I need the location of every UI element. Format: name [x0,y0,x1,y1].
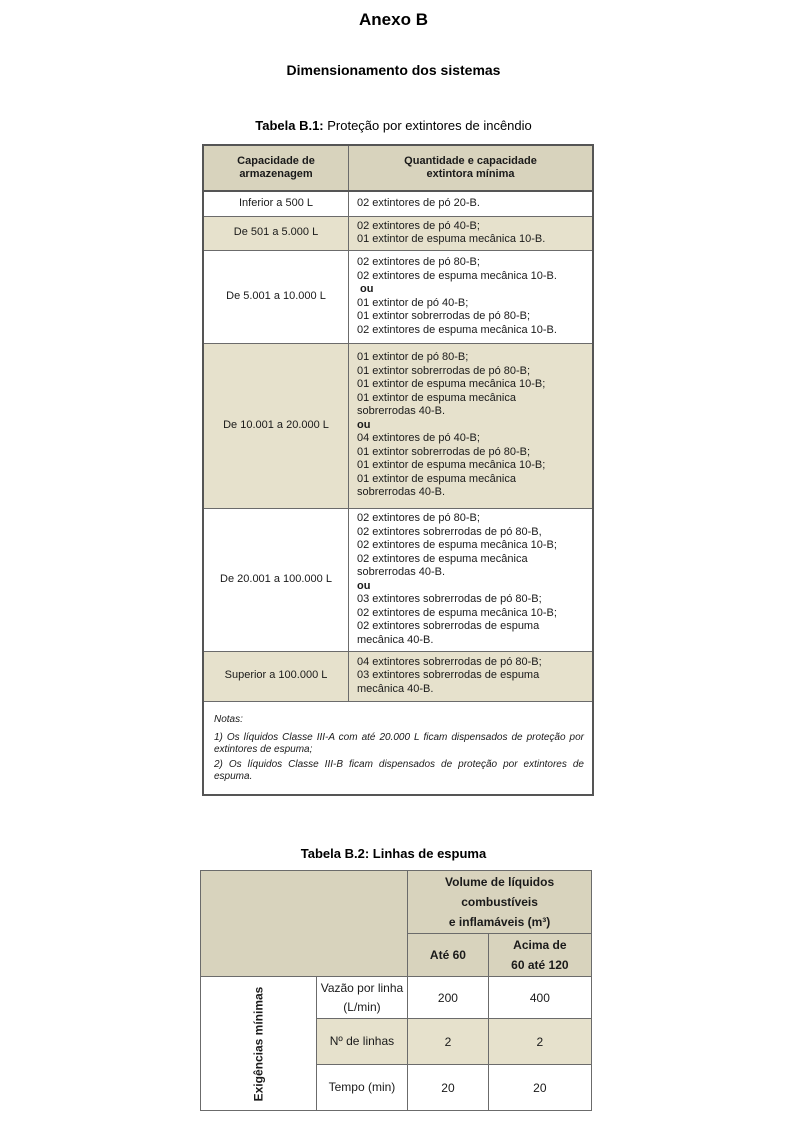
row-label: Tempo (min) [316,1065,407,1111]
requirement-line: 02 extintores de pó 80-B; [357,256,480,268]
requirement-line: 01 extintor de pó 80-B; [357,351,469,364]
row-label: Nº de linhas [316,1019,407,1065]
table-b2-header-row-1 [201,871,592,934]
alternative-label: ou [360,283,374,295]
requirement-line: 01 extintor de espuma mecânica [357,472,516,485]
table-row [203,250,593,343]
requirement-line: 01 extintor sobrerrodas de pó 80-B; [357,310,531,322]
notes-cell [203,701,593,795]
requirement-line: 01 extintor de espuma mecânica [357,391,516,404]
capacity-cell: De 10.001 a 20.000 L [203,343,349,508]
alternative-label: ou [357,418,371,431]
value-cell: 400 [488,977,591,1019]
header-line: e inflamáveis (m³) [448,915,551,929]
label-line: Vazão por linha [320,980,404,995]
foam-lines-table [200,870,592,1111]
section-title: Dimensionamento dos sistemas [286,62,501,78]
requirement-line: 04 extintores sobrerrodas de pó 80-B; [357,655,542,668]
requirement-line: 01 extintor de pó 40-B; [357,296,469,309]
requirement-line: 03 extintores sobrerrodas de espuma [357,669,540,682]
requirement-line: 02 extintores de pó 20-B. [357,197,480,209]
requirement-line: mecânica 40-B. [357,633,434,646]
requirement-line: 01 extintor de espuma mecânica 10-B. [357,233,546,245]
quantity-cell [349,651,594,701]
quantity-cell [349,216,594,250]
capacity-cell: De 5.001 a 10.000 L [203,250,349,343]
capacity-header [203,145,349,191]
side-label-cell [201,977,317,1111]
header-line: extintora mínima [426,168,515,180]
requirement-line: 01 extintor sobrerrodas de pó 80-B; [357,364,531,377]
requirement-line: mecânica 40-B. [357,682,434,695]
note-1: 1) Os líquidos Classe III-A com até 20.000 L ficam dispensados de proteção por extintores de espuma; [214,731,584,755]
requirement-line: sobrerrodas 40-B. [357,486,446,499]
row-label [316,977,407,1019]
table-b1-caption [0,118,787,133]
notes-title: Notas: [214,713,243,725]
table-row [203,508,593,651]
requirement-line: 02 extintores de espuma mecânica 10-B. [357,323,557,336]
quantity-cell [349,508,594,651]
header-line: armazenagem [239,168,313,180]
side-label: Exigências mínimas [251,986,266,1101]
header-line: Acima de [513,938,567,952]
note-2: 2) Os líquidos Classe III-B ficam dispensados de proteção por extintores de espuma. [214,758,584,782]
requirement-line: 01 extintor sobrerrodas de pó 80-B; [357,445,531,458]
table-b1-caption-text: Proteção por extintores de incêndio [323,118,532,133]
requirement-line: 01 extintor de espuma mecânica 10-B; [357,459,546,472]
notes-row [203,701,593,795]
col-ate-60-header: Até 60 [408,934,489,977]
label-line: (L/min) [343,999,381,1014]
table-row [201,977,592,1019]
capacity-cell: Inferior a 500 L [203,191,349,216]
quantity-cell [349,191,594,216]
header-line: Capacidade de [237,154,315,167]
col-acima-60-header [488,934,591,977]
requirement-line: 02 extintores de pó 80-B; [357,512,480,524]
capacity-cell: Superior a 100.000 L [203,651,349,701]
requirement-line: sobrerrodas 40-B. [357,405,446,418]
requirement-line: 02 extintores de espuma mecânica [357,552,528,565]
value-cell: 2 [488,1019,591,1065]
extinguisher-table [202,144,594,796]
header-line: Volume de líquidos combustíveis [445,875,555,909]
alternative-label: ou [357,579,371,592]
requirement-line: 02 extintores de espuma mecânica 10-B; [357,606,557,619]
requirement-line: 03 extintores sobrerrodas de pó 80-B; [357,593,542,605]
value-cell: 200 [408,977,489,1019]
requirement-line: 04 extintores de pó 40-B; [357,432,480,445]
quantity-header [349,145,594,191]
table-row [203,216,593,250]
requirement-line: 02 extintores sobrerrodas de pó 80-B, [357,525,542,538]
volume-group-header [408,871,592,934]
quantity-cell [349,250,594,343]
capacity-cell: De 501 a 5.000 L [203,216,349,250]
annex-title: Anexo B [359,10,428,29]
value-cell: 20 [408,1065,489,1111]
header-line: Quantidade e capacidade [404,154,537,167]
value-cell: 20 [488,1065,591,1111]
table-header-row [203,145,593,191]
quantity-cell [349,343,594,508]
requirement-line: 02 extintores sobrerrodas de espuma [357,620,540,632]
requirement-line: sobrerrodas 40-B. [357,566,446,578]
requirement-line: 02 extintores de pó 40-B; [357,219,480,232]
requirement-line: 01 extintor de espuma mecânica 10-B; [357,378,546,391]
value-cell: 2 [408,1019,489,1065]
requirement-line: 02 extintores de espuma mecânica 10-B. [357,269,557,282]
empty-corner-cell [201,871,408,977]
table-row [203,651,593,701]
table-b2-caption: Tabela B.2: Linhas de espuma [300,846,487,861]
table-row [203,343,593,508]
capacity-cell: De 20.001 a 100.000 L [203,508,349,651]
table-row [203,191,593,216]
header-line: 60 até 120 [511,958,569,972]
table-b1-caption-label: Tabela B.1: [255,118,324,133]
requirement-line: 02 extintores de espuma mecânica 10-B; [357,539,557,551]
